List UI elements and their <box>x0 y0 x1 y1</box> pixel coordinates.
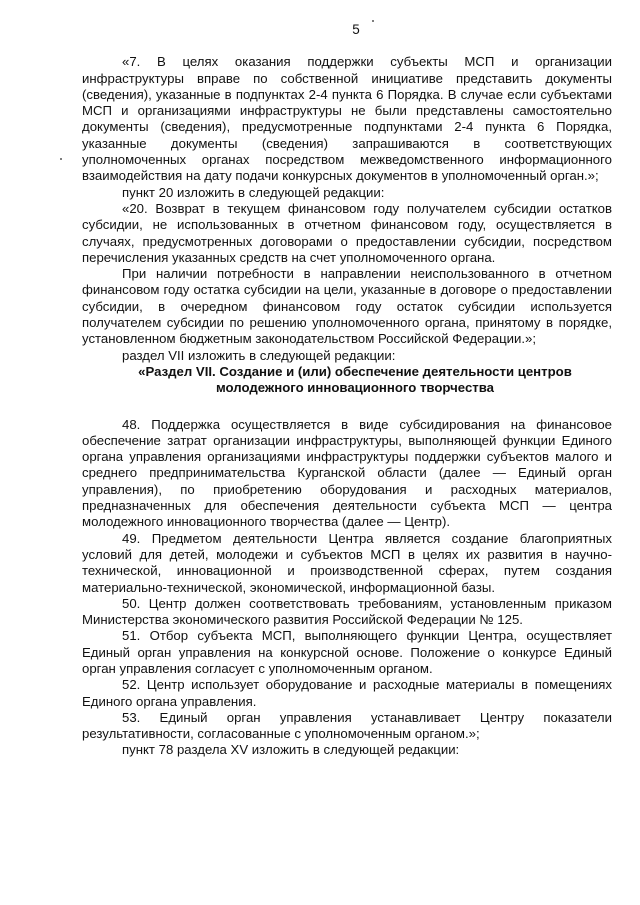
paragraph-item-53: 53. Единый орган управления устанавливает Центру показатели результативности, согласованные с уполномоченным органом.»; <box>82 709 612 742</box>
paragraph-item-20-continued: При наличии потребности в направлении неиспользованного в отчетном финансовом году остатка субсидии на цели, указанные в договоре о предоставлении субсидии, в очередном финансовом году остаток субсидии используется получателем субсидии по решению уполномоченного органа, принятому в порядке, установленном бюджетным законодательством Российской Федерации.»; <box>82 266 612 347</box>
paragraph-instruction-section-7: раздел VII изложить в следующей редакции: <box>122 347 396 363</box>
paragraph-item-52: 52. Центр использует оборудование и расходные материалы в помещениях Единого органа управления. <box>82 677 612 709</box>
paragraph-item-20: «20. Возврат в текущем финансовом году получателем субсидии остатков субсидии, не использованных в отчетном финансовом году, осуществляется в случаях, предусмотренных договорами о предоставлении субсидии, посредством перечисления указанных средств на счет уполномоченного органа. <box>82 200 612 265</box>
document-page <box>82 22 612 759</box>
paragraph-item-51: 51. Отбор субъекта МСП, выполняющего функции Центра, осуществляет Единый орган управления на конкурсной основе. Положение о конкурсе Единый орган управления согласует с уполномоченным органом. <box>82 628 612 676</box>
paragraph-item-7: «7. В целях оказания поддержки субъекты МСП и организации инфраструктуры вправе по собственной инициативе представить документы (сведения), указанные в подпунктах 2-4 пункта 6 Порядка. В случае если субъектами МСП и организациями инфраструктуры не были представлены самостоятельно документы (сведения), предусмотренные подпунктами 2-4 пункта 6 Порядка, указанные документы (сведения) запрашиваются в соответствующих уполномоченных органах посредством межведомственного информационного взаимодействия на дату подачи конкурсных документов в уполномоченный орган.»; <box>82 54 612 184</box>
section-heading: «Раздел VII. Создание и (или) обеспечение деятельности центров молодежного инновационного творчества <box>138 363 572 396</box>
paragraph-item-48: 48. Поддержка осуществляется в виде субсидирования на финансовое обеспечение затрат организации инфраструктуры, выполняющей функции Единого органа управления организациями инфраструктуры поддержки субъектов малого и среднего предпринимательства Курганской области (далее — Единый орган управления), по приобретению оборудования и расходных материалов, предназначенных для обеспечения деятельности субъекта МСП — центра молодежного инновационного творчества (далее — Центр). <box>82 416 612 530</box>
paragraph-item-50: 50. Центр должен соответствовать требованиям, установленным приказом Министерства экономического развития Российской Федерации № 125. <box>82 595 612 628</box>
paragraph-instruction-78: пункт 78 раздела XV изложить в следующей редакции: <box>122 742 460 758</box>
paragraph-item-49: 49. Предметом деятельности Центра является создание благоприятных условий для детей, молодежи и субъектов МСП в целях их развития в научно-технической, инновационной и производственной сферах, путем создания материально-технической, экономической, информационной базы. <box>82 530 612 595</box>
paragraph-instruction-20: пункт 20 изложить в следующей редакции: <box>122 184 385 200</box>
scan-speck <box>60 158 62 160</box>
page-number: 5 <box>352 22 360 37</box>
